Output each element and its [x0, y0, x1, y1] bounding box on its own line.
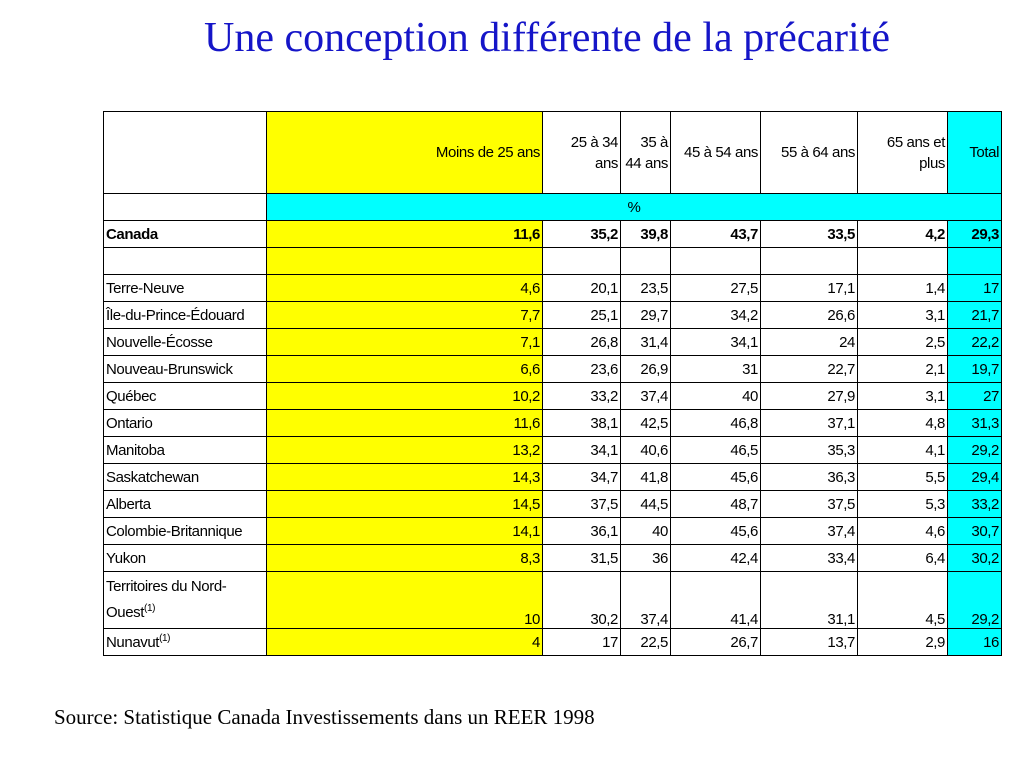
column-header	[104, 112, 267, 194]
table-cell: 2,9	[858, 629, 948, 656]
table-cell: 44,5	[621, 491, 671, 518]
table-cell: 46,8	[671, 410, 761, 437]
table-cell: 4,6	[267, 275, 543, 302]
table-cell: 29,4	[948, 464, 1002, 491]
table-cell: 26,8	[543, 329, 621, 356]
table-row	[104, 491, 1002, 518]
data-table	[103, 111, 1002, 656]
table-cell: 10	[267, 572, 543, 629]
empty-cell	[671, 248, 761, 275]
table-cell: 4,5	[858, 572, 948, 629]
table-cell: 42,4	[671, 545, 761, 572]
table-cell: 40	[671, 383, 761, 410]
table-cell: 37,4	[761, 518, 858, 545]
table-cell: 24	[761, 329, 858, 356]
table-cell: 30,2	[948, 545, 1002, 572]
table-cell: 4,2	[858, 221, 948, 248]
table-cell: 33,2	[948, 491, 1002, 518]
table-cell: 33,5	[761, 221, 858, 248]
row-name: Colombie-Britannique	[106, 522, 243, 540]
table-cell: 26,7	[671, 629, 761, 656]
table-cell: 4,6	[858, 518, 948, 545]
table-cell: 4,8	[858, 410, 948, 437]
column-header: 35 à 44 ans	[621, 112, 671, 194]
empty-cell	[621, 248, 671, 275]
column-header: Moins de 25 ans	[267, 112, 543, 194]
unit-row	[104, 194, 1002, 221]
row-label	[104, 302, 267, 329]
row-label	[104, 518, 267, 545]
table-cell: 31,5	[543, 545, 621, 572]
row-label	[104, 329, 267, 356]
table-cell: 17	[948, 275, 1002, 302]
table-row	[104, 275, 1002, 302]
table-cell: 36,3	[761, 464, 858, 491]
table-cell: 29,3	[948, 221, 1002, 248]
footnote-marker: (1)	[144, 603, 156, 614]
table-cell: 13,7	[761, 629, 858, 656]
empty-cell	[858, 248, 948, 275]
table-cell: 29,7	[621, 302, 671, 329]
column-header: 55 à 64 ans	[761, 112, 858, 194]
table-row	[104, 329, 1002, 356]
table-cell: 21,7	[948, 302, 1002, 329]
table-cell: 35,2	[543, 221, 621, 248]
table-cell: 2,1	[858, 356, 948, 383]
table-cell: 14,3	[267, 464, 543, 491]
row-name: Île-du-Prince-Édouard	[106, 306, 245, 324]
table-cell: 22,2	[948, 329, 1002, 356]
row-label	[104, 437, 267, 464]
table-cell: 13,2	[267, 437, 543, 464]
table-cell: 36,1	[543, 518, 621, 545]
row-label	[104, 383, 267, 410]
table-cell: 4	[267, 629, 543, 656]
table-cell: 38,1	[543, 410, 621, 437]
table-cell: 31	[671, 356, 761, 383]
table-cell: 42,5	[621, 410, 671, 437]
table-cell: 14,5	[267, 491, 543, 518]
row-name: Nouvelle-Écosse	[106, 333, 213, 351]
empty-cell	[267, 248, 543, 275]
row-name: Yukon	[106, 549, 146, 567]
row-name: Ontario	[106, 414, 153, 432]
table-cell: 34,2	[671, 302, 761, 329]
column-header: 45 à 54 ans	[671, 112, 761, 194]
row-label	[104, 356, 267, 383]
table-cell: 7,1	[267, 329, 543, 356]
table-cell: 27,5	[671, 275, 761, 302]
table-cell: 33,2	[543, 383, 621, 410]
row-label: Canada	[104, 221, 267, 248]
table-cell: 37,4	[621, 383, 671, 410]
footnote-marker: (1)	[159, 632, 171, 644]
table-cell: 10,2	[267, 383, 543, 410]
table-row	[104, 356, 1002, 383]
table-cell: 45,6	[671, 518, 761, 545]
empty-cell	[104, 248, 267, 275]
table-cell: 7,7	[267, 302, 543, 329]
table-cell: 36	[621, 545, 671, 572]
table-cell: 16	[948, 629, 1002, 656]
row-name: Saskatchewan	[106, 468, 199, 486]
table-cell: 29,2	[948, 437, 1002, 464]
table-row	[104, 629, 1002, 656]
table-cell: 27	[948, 383, 1002, 410]
source-note: Source: Statistique Canada Investissements dans un REER 1998	[54, 705, 595, 729]
table-cell: 39,8	[621, 221, 671, 248]
unit-cell: %	[267, 194, 1002, 221]
table-cell: 43,7	[671, 221, 761, 248]
table-cell: 1,4	[858, 275, 948, 302]
table-cell: 34,1	[543, 437, 621, 464]
table-cell: 8,3	[267, 545, 543, 572]
table-row	[104, 410, 1002, 437]
table-cell: 37,1	[761, 410, 858, 437]
spacer-row	[104, 248, 1002, 275]
row-label	[104, 629, 267, 656]
table-cell: 6,4	[858, 545, 948, 572]
table-cell: 4,1	[858, 437, 948, 464]
table-cell: 3,1	[858, 383, 948, 410]
row-label	[104, 464, 267, 491]
table-cell: 22,7	[761, 356, 858, 383]
table-cell: 33,4	[761, 545, 858, 572]
column-header: 25 à 34 ans	[543, 112, 621, 194]
table-cell: 37,5	[761, 491, 858, 518]
table-cell: 41,8	[621, 464, 671, 491]
table-cell: 37,5	[543, 491, 621, 518]
table-cell: 3,1	[858, 302, 948, 329]
table-row	[104, 518, 1002, 545]
column-header: 65 ans et plus	[858, 112, 948, 194]
table-row	[104, 302, 1002, 329]
row-name: Manitoba	[106, 441, 165, 459]
table-cell: 5,5	[858, 464, 948, 491]
table-cell: 40,6	[621, 437, 671, 464]
table-cell: 37,4	[621, 572, 671, 629]
table-cell: 30,7	[948, 518, 1002, 545]
table-cell: 5,3	[858, 491, 948, 518]
table-row	[104, 464, 1002, 491]
row-label	[104, 572, 267, 629]
table-cell: 34,1	[671, 329, 761, 356]
empty-cell	[761, 248, 858, 275]
table-row	[104, 572, 1002, 629]
table-cell: 31,3	[948, 410, 1002, 437]
table-cell: 35,3	[761, 437, 858, 464]
row-label	[104, 275, 267, 302]
header-row	[104, 112, 1002, 194]
table-cell: 17	[543, 629, 621, 656]
table-cell: 14,1	[267, 518, 543, 545]
table-cell: 27,9	[761, 383, 858, 410]
table-cell: 11,6	[267, 410, 543, 437]
row-name: Territoires du Nord-Ouest	[106, 578, 227, 621]
table-cell: 23,6	[543, 356, 621, 383]
table-cell: 6,6	[267, 356, 543, 383]
table-cell: 41,4	[671, 572, 761, 629]
table-cell: 11,6	[267, 221, 543, 248]
table-cell: 23,5	[621, 275, 671, 302]
table-cell: 17,1	[761, 275, 858, 302]
table-cell: 30,2	[543, 572, 621, 629]
table-row	[104, 437, 1002, 464]
row-name: Nunavut	[106, 633, 160, 651]
table-cell: 26,9	[621, 356, 671, 383]
column-header: Total	[948, 112, 1002, 194]
table-cell: 25,1	[543, 302, 621, 329]
row-name: Alberta	[106, 495, 151, 513]
table-cell: 45,6	[671, 464, 761, 491]
row-label	[104, 410, 267, 437]
empty-cell	[104, 194, 267, 221]
canada-row	[104, 221, 1002, 248]
row-name: Terre-Neuve	[106, 279, 185, 297]
table-cell: 22,5	[621, 629, 671, 656]
table-cell: 46,5	[671, 437, 761, 464]
empty-cell	[948, 248, 1002, 275]
table-cell: 29,2	[948, 572, 1002, 629]
table-row	[104, 383, 1002, 410]
table-cell: 20,1	[543, 275, 621, 302]
table-cell: 31,1	[761, 572, 858, 629]
table-row	[104, 545, 1002, 572]
row-name: Québec	[106, 387, 157, 405]
table-cell: 34,7	[543, 464, 621, 491]
table-cell: 40	[621, 518, 671, 545]
row-label	[104, 491, 267, 518]
table-cell: 2,5	[858, 329, 948, 356]
row-label	[104, 545, 267, 572]
row-name: Nouveau-Brunswick	[106, 360, 233, 378]
table-cell: 31,4	[621, 329, 671, 356]
table-cell: 19,7	[948, 356, 1002, 383]
empty-cell	[543, 248, 621, 275]
table-cell: 26,6	[761, 302, 858, 329]
table-cell: 48,7	[671, 491, 761, 518]
slide-title: Une conception différente de la précarité	[203, 15, 891, 61]
